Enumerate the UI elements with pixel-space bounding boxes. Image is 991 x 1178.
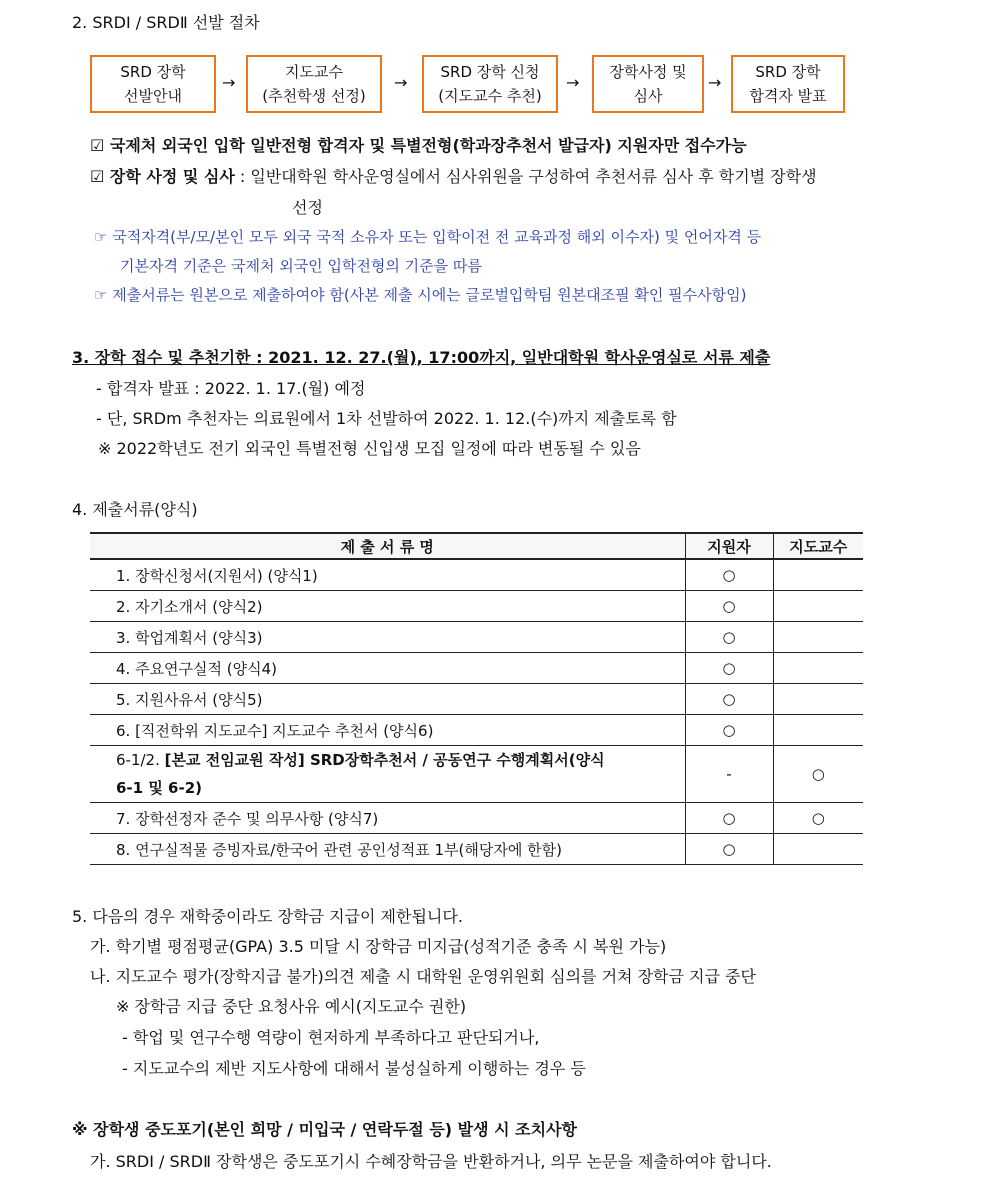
flow-step-1-line2: 선발안내 xyxy=(124,87,182,105)
section5-item-b: 나. 지도교수 평가(장학지급 불가)의견 제출 시 대학원 운영위원회 심의를 거쳐 장학금 지급 중단 xyxy=(90,967,756,986)
doc-name xyxy=(90,746,685,803)
flow-arrow-4: → xyxy=(708,73,722,92)
doc-name: 7. 장학선정자 준수 및 의무사항 (양식7) xyxy=(90,803,685,834)
applicant-mark: - xyxy=(685,746,773,803)
check-eligibility: ☑ 국제처 외국인 입학 일반전형 합격자 및 특별전형(학과장추천서 발급자) 지원자만 접수가능 xyxy=(90,136,747,155)
documents-table xyxy=(90,532,863,865)
withdrawal-item-a: 가. SRDⅠ / SRDⅡ 장학생은 중도포기시 수혜장학금을 반환하거나, 의무 논문을 제출하여야 합니다. xyxy=(90,1152,772,1171)
flow-arrow-3: → xyxy=(566,73,580,92)
section3-line2: - 단, SRDm 추천자는 의료원에서 1차 선발하여 2022. 1. 12.(수)까지 제출토록 함 xyxy=(96,409,677,428)
table-row xyxy=(90,746,863,803)
table-row xyxy=(90,559,863,591)
section3-title: 3. 장학 접수 및 추천기한 : 2021. 12. 27.(월), 17:00까지, 일반대학원 학사운영실로 서류 제출 xyxy=(72,348,771,367)
table-row xyxy=(90,622,863,653)
table-row xyxy=(90,834,863,865)
flow-step-3-line2: (지도교수 추천) xyxy=(438,87,542,105)
applicant-mark: ○ xyxy=(685,803,773,834)
advisor-mark xyxy=(773,715,863,746)
doc-name: 5. 지원사유서 (양식5) xyxy=(90,684,685,715)
section3-line1: - 합격자 발표 : 2022. 1. 17.(월) 예정 xyxy=(96,379,366,398)
flow-step-1-line1: SRD 장학 xyxy=(120,63,186,81)
flow-step-2 xyxy=(246,55,382,113)
section4-title: 4. 제출서류(양식) xyxy=(72,500,198,519)
doc-name: 4. 주요연구실적 (양식4) xyxy=(90,653,685,684)
flow-arrow-1: → xyxy=(222,73,236,92)
applicant-mark: ○ xyxy=(685,653,773,684)
header-advisor: 지도교수 xyxy=(773,533,863,559)
flow-step-2-line2: (추천학생 선정) xyxy=(262,87,366,105)
doc-name: 2. 자기소개서 (양식2) xyxy=(90,591,685,622)
advisor-mark xyxy=(773,834,863,865)
doc-name: 8. 연구실적물 증빙자료/한국어 관련 공인성적표 1부(해당자에 한함) xyxy=(90,834,685,865)
flow-step-4-line1: 장학사정 및 xyxy=(609,63,687,81)
applicant-mark: ○ xyxy=(685,834,773,865)
applicant-mark: ○ xyxy=(685,684,773,715)
advisor-mark: ○ xyxy=(773,746,863,803)
flow-step-5 xyxy=(731,55,845,113)
section5-sub1: - 학업 및 연구수행 역량이 현저하게 부족하다고 판단되거나, xyxy=(122,1028,540,1047)
table-row xyxy=(90,803,863,834)
section5-note: ※ 장학금 지급 중단 요청사유 예시(지도교수 권한) xyxy=(116,997,467,1016)
check-review-label: ☑ 장학 사정 및 심사 xyxy=(90,167,235,186)
applicant-mark: ○ xyxy=(685,715,773,746)
table-header-row xyxy=(90,533,863,559)
check-review-cont: 선정 xyxy=(292,198,323,217)
flow-step-4 xyxy=(592,55,704,113)
advisor-mark xyxy=(773,684,863,715)
note-documents: ☞ 제출서류는 원본으로 제출하여야 함(사본 제출 시에는 글로벌입학팀 원본대조필 확인 필수사항임) xyxy=(94,286,747,304)
flow-step-5-line1: SRD 장학 xyxy=(755,63,821,81)
header-doc-name: 제 출 서 류 명 xyxy=(90,533,685,559)
doc-name: 3. 학업계획서 (양식3) xyxy=(90,622,685,653)
advisor-mark xyxy=(773,653,863,684)
section5-item-a: 가. 학기별 평점평균(GPA) 3.5 미달 시 장학금 미지급(성적기준 충족 시 복원 가능) xyxy=(90,937,667,956)
flow-step-2-line1: 지도교수 xyxy=(285,63,343,81)
flow-step-3 xyxy=(422,55,558,113)
doc-name-bold-cont: 6-1 및 6-2) xyxy=(116,779,202,797)
section5-title: 5. 다음의 경우 재학중이라도 장학금 지급이 제한됩니다. xyxy=(72,907,463,926)
table-row xyxy=(90,715,863,746)
applicant-mark: ○ xyxy=(685,591,773,622)
note-qualification-2: 기본자격 기준은 국제처 외국인 입학전형의 기준을 따름 xyxy=(120,257,482,275)
advisor-mark xyxy=(773,591,863,622)
doc-name: 1. 장학신청서(지원서) (양식1) xyxy=(90,559,685,591)
withdrawal-title: ※ 장학생 중도포기(본인 희망 / 미입국 / 연락두절 등) 발생 시 조치사항 xyxy=(72,1120,577,1139)
table-row xyxy=(90,653,863,684)
flow-step-5-line2: 합격자 발표 xyxy=(749,87,827,105)
advisor-mark xyxy=(773,622,863,653)
applicant-mark: ○ xyxy=(685,622,773,653)
check-review xyxy=(90,164,817,187)
note-qualification-1: ☞ 국적자격(부/모/본인 모두 외국 국적 소유자 또는 입학이전 전 교육과정 해외 이수자) 및 언어자격 등 xyxy=(94,228,762,246)
applicant-mark: ○ xyxy=(685,559,773,591)
section2-title: 2. SRDⅠ / SRDⅡ 선발 절차 xyxy=(72,13,260,32)
flow-arrow-2: → xyxy=(394,73,408,92)
doc-name-prefix: 6-1/2. xyxy=(116,751,165,769)
section5-sub2: - 지도교수의 제반 지도사항에 대해서 불성실하게 이행하는 경우 등 xyxy=(122,1059,586,1078)
table-row xyxy=(90,591,863,622)
section3-line3: ※ 2022학년도 전기 외국인 특별전형 신입생 모집 일정에 따라 변동될 수 있음 xyxy=(98,439,641,458)
table-row xyxy=(90,684,863,715)
advisor-mark xyxy=(773,559,863,591)
flow-step-4-line2: 심사 xyxy=(633,87,663,105)
doc-name: 6. [직전학위 지도교수] 지도교수 추천서 (양식6) xyxy=(90,715,685,746)
advisor-mark: ○ xyxy=(773,803,863,834)
flow-step-1 xyxy=(90,55,216,113)
doc-name-bold: [본교 전임교원 작성] SRD장학추천서 / 공동연구 수행계획서(양식 xyxy=(164,751,605,769)
check-review-text: : 일반대학원 학사운영실에서 심사위원을 구성하여 추천서류 심사 후 학기별 장학생 xyxy=(239,167,817,186)
header-applicant: 지원자 xyxy=(685,533,773,559)
flow-step-3-line1: SRD 장학 신청 xyxy=(440,63,540,81)
